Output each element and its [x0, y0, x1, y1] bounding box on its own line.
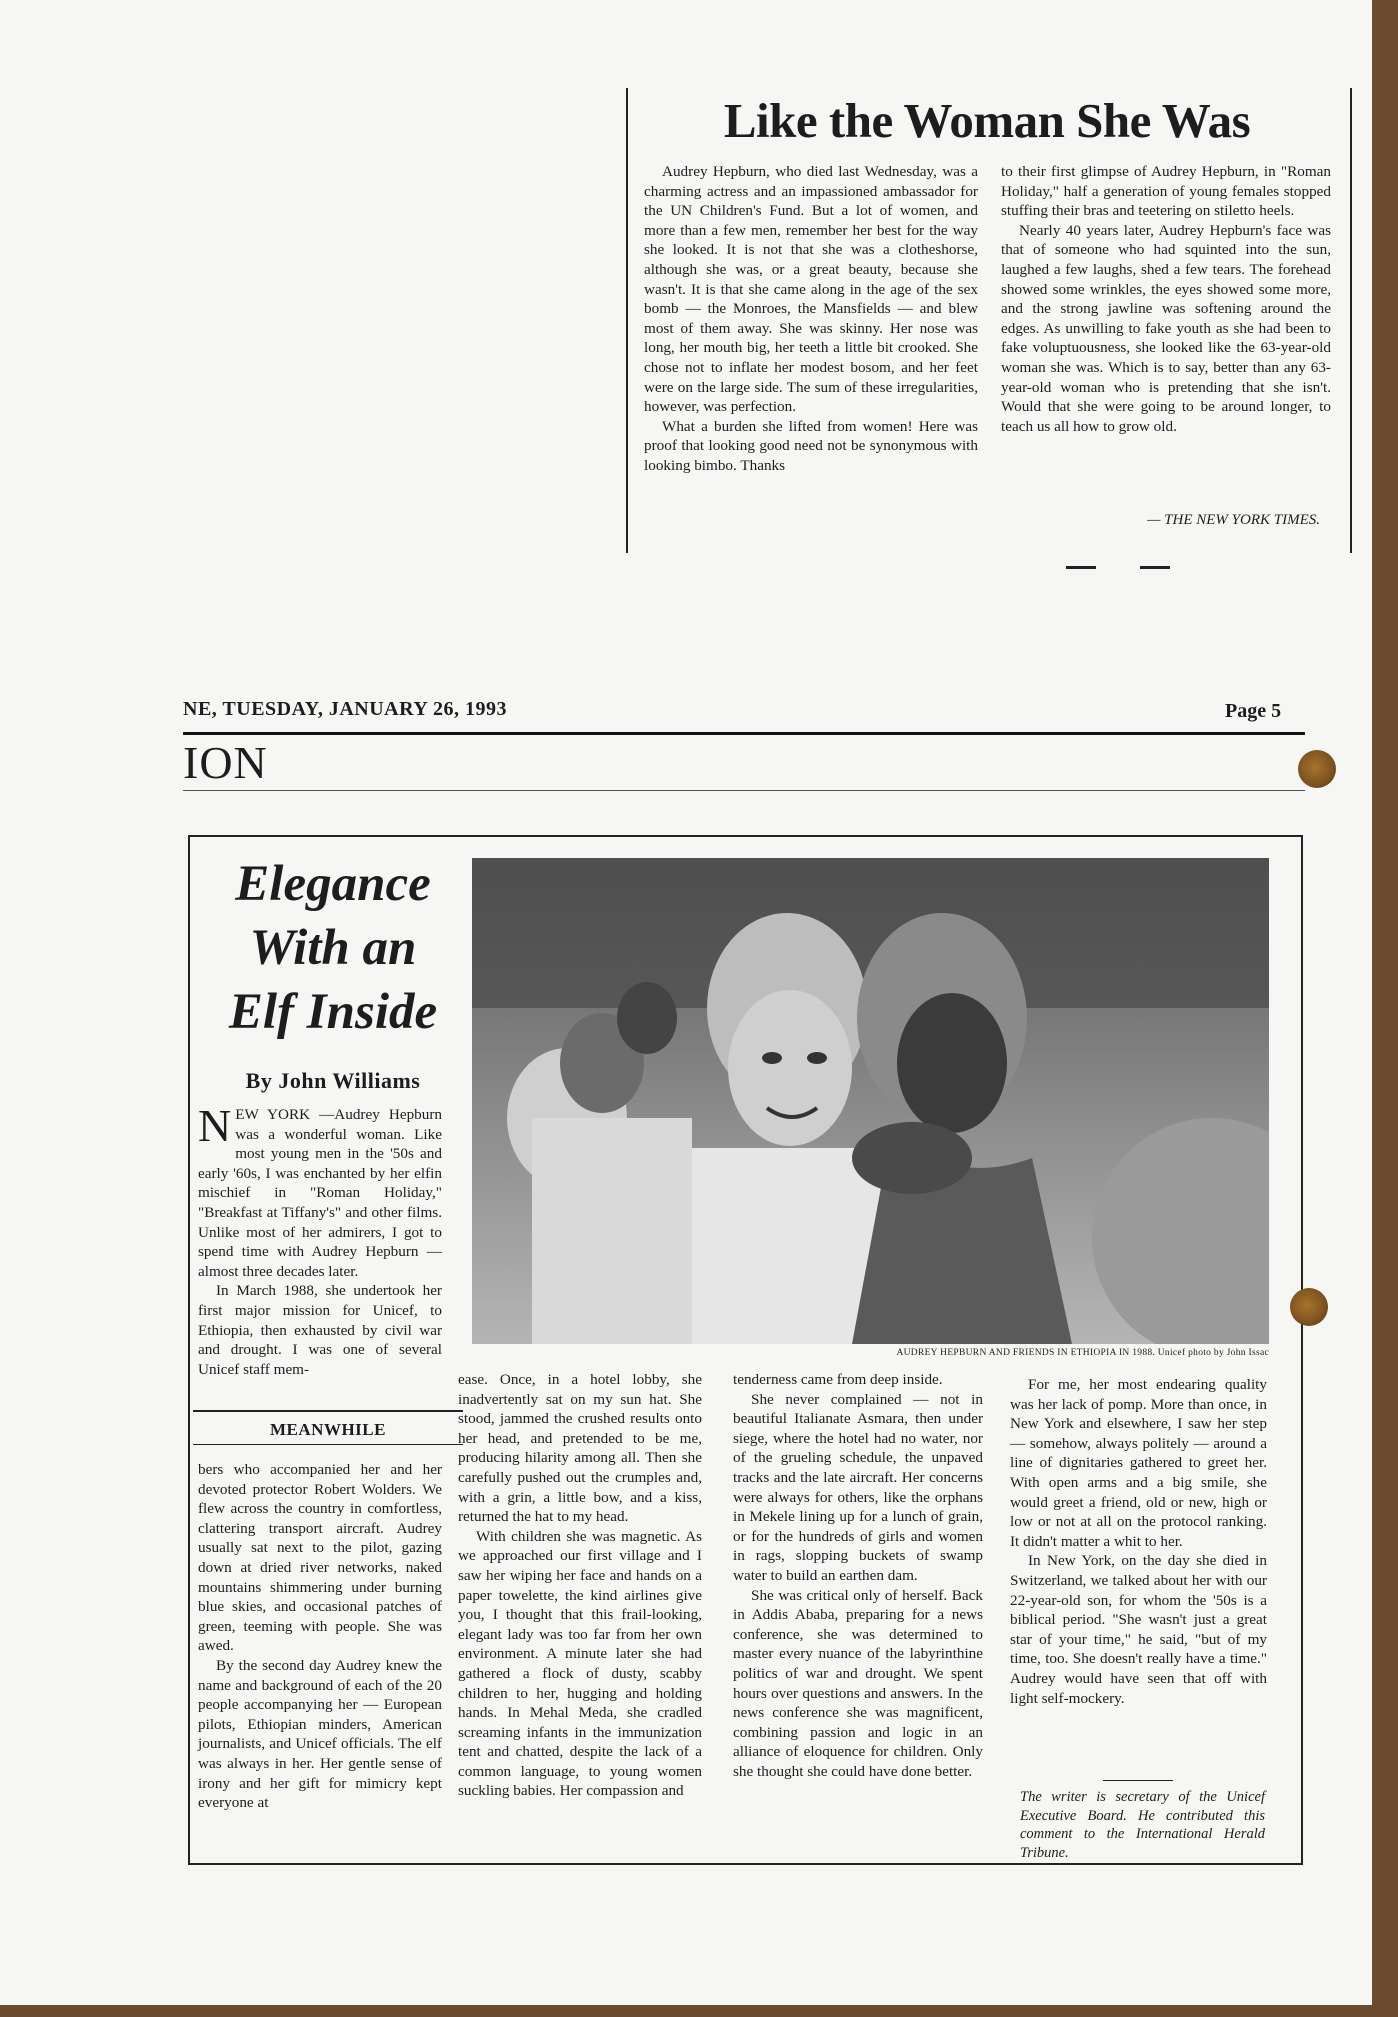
paragraph: For me, her most endearing quality was her lack of pomp. More than once, in New York and elsewhere, I saw her step — somehow, always politely — around a line of dignitaries gathered to greet her. With open arms and a big smile, she would greet a friend, old or new, high or low or not at all on the protocol ranking. It didn't matter a whit to her.	[1010, 1376, 1267, 1550]
top-article-column-1	[644, 162, 978, 476]
top-article-title: Like the Woman She Was	[723, 93, 1251, 148]
byline: By John Williams	[245, 1068, 421, 1093]
paragraph: Nearly 40 years later, Audrey Hepburn's face was that of someone who had squinted into the sun, laughed a few laughs, shed a few tears. The forehead showed some wrinkles, the eyes showed some more, and the strong jawline was softening around the edges. As unwilling to fake youth as she had been to fake voluptuousness, she looked like the 63-year-old woman she was. Which is to say, better than any 63-year-old woman who is pretending that she isn't. Would that she were going to be around longer, to teach us all how to grow old.	[1001, 221, 1331, 435]
paragraph: With children she was magnetic. As we approached our first village and I saw her wiping her face and hands on a paper towelette, the kind airlines give you, I thought that this frail-looking, elegant lady was too far from her own environment. A minute later she had gathered a flock of dusty, scabby children to her, hugging and holding hands. In Mehal Meda, she cradled screaming infants in the immunization tent and chatted, despite the lack of a common language, to young women suckling babies. Her compassion and	[458, 1527, 702, 1800]
article-column-1	[198, 1100, 442, 1379]
top-article-column-2	[1001, 162, 1331, 436]
end-dash	[1140, 566, 1170, 569]
binder-hole	[1298, 750, 1336, 788]
lead-text: EW YORK —Audrey Hepburn was a wonderful woman. Like most young men in the '50s and early '60s, I was enchanted by her elfin mischief in "Roman Holiday," "Breakfast at Tiffany's" and other films. Unlike most of her admirers, I got to spend time with Audrey Hepburn — almost three decades later.	[198, 1106, 442, 1280]
paragraph: In March 1988, she undertook her first major mission for Unicef, to Ethiopia, then exhausted by civil war and drought. I was one of several Unicef staff mem-	[198, 1282, 442, 1378]
paragraph: What a burden she lifted from women! Here was proof that looking good need not be synonymous with looking bimbo. Thanks	[644, 417, 978, 474]
masthead-page-number: Page 5	[1225, 700, 1282, 722]
photo-audrey-hepburn-ethiopia	[472, 858, 1269, 1344]
headline-line: Elegance	[235, 856, 431, 912]
signature-rule	[1103, 1780, 1173, 1781]
masthead-rule	[183, 732, 1305, 735]
section-rule	[193, 1410, 463, 1412]
article-column-1-continued	[198, 1460, 442, 1813]
paragraph: She never complained — not in beautiful Italianate Asmara, then under siege, where the hotel had no water, nor of the grueling schedule, the unpaved tracks and the late aircraft. Her concerns were always for others, like the orphans in Mekele lining up for a lunch of grain, or for the hundreds of girls and women in rags, slopping buckets of swamp water to build an earthen dam.	[733, 1390, 983, 1584]
lead-paragraph	[198, 1100, 442, 1281]
article-column-2	[458, 1370, 702, 1801]
paragraph: ease. Once, in a hotel lobby, she inadvertently sat on my sun hat. She stood, jammed the crushed results onto her head, and pretended to be me, producing hilarity among all. Then she carefully pushed out the crumples and, with a grin, a little bow, and a kiss, returned the hat to my head.	[458, 1371, 702, 1526]
masthead-date: NE, TUESDAY, JANUARY 26, 1993	[183, 698, 508, 720]
headline	[198, 852, 468, 1044]
headline-line: Elf Inside	[228, 984, 438, 1040]
paragraph: bers who accompanied her and her devoted protector Robert Wolders. We flew across the country in comfortless, clattering transport aircraft. Audrey usually sat next to the pilot, gazing down at dried river networks, naked mountains shimmering under burning blue skies, and occasional patches of green, teeming with people. She was awed.	[198, 1461, 442, 1655]
photo-image	[472, 858, 1269, 1344]
paragraph: to their first glimpse of Audrey Hepburn, in "Roman Holiday," half a generation of young females stopped stuffing their bras and teetering on stiletto heels.	[1001, 163, 1331, 220]
writer-note: The writer is secretary of the Unicef Executive Board. He contributed this comment to the International Herald Tribune.	[1020, 1789, 1265, 1861]
masthead-section-title: ION	[183, 737, 268, 788]
binder-hole	[1290, 1288, 1328, 1326]
paragraph: tenderness came from deep inside.	[733, 1371, 943, 1388]
photo-caption: AUDREY HEPBURN AND FRIENDS IN ETHIOPIA IN 1988. Unicef photo by John Issac	[896, 1348, 1269, 1358]
top-article-byline: — THE NEW YORK TIMES.	[1147, 512, 1320, 528]
paragraph: She was critical only of herself. Back in Addis Ababa, preparing for a news conference, she was determined to master every nuance of the labyrinthine politics of war and drought. We spent hours over questions and answers. In the news conference she was magnificent, combining passion and logic in an alliance of eloquence for children. Only she thought she could have done better.	[733, 1586, 983, 1780]
paragraph: By the second day Audrey knew the name and background of each of the 20 people accompanying her — European pilots, Ethiopian minders, American journalists, and Unicef officials. The elf was always in her. Her gentle sense of irony and her gift for mimicry kept everyone at	[198, 1656, 442, 1812]
paragraph: Audrey Hepburn, who died last Wednesday, was a charming actress and an impassioned ambassador for the UN Children's Fund. But a lot of women, and more than a few men, remember her best for the way she looked. It is not that she was a clotheshorse, although she was, or a great beauty, because she wasn't. It is that she came along in the age of the sex bomb — the Monroes, the Mansfields — and blew most of them away. She was skinny. Her nose was long, her mouth big, her teeth a little bit crooked. She chose not to inflate her modest bosom, and her feet were on the large side. The sum of these irregularities, however, was perfection.	[644, 163, 978, 416]
article-column-4	[1010, 1375, 1267, 1708]
masthead-rule	[183, 790, 1305, 791]
paragraph: In New York, on the day she died in Switzerland, we talked about her with our 22-year-old son, for whom the '50s is a biblical period. "She wasn't just a great star of your time," he said, "but of my time, too. She doesn't really have a time." Audrey would have seen that off with light self-mockery.	[1010, 1552, 1267, 1707]
end-dash	[1066, 566, 1096, 569]
article-column-3	[733, 1370, 983, 1781]
headline-line: With an	[249, 920, 417, 976]
drop-cap: N	[198, 1100, 232, 1151]
meanwhile-label: MEANWHILE	[270, 1420, 386, 1439]
section-rule	[193, 1444, 463, 1445]
